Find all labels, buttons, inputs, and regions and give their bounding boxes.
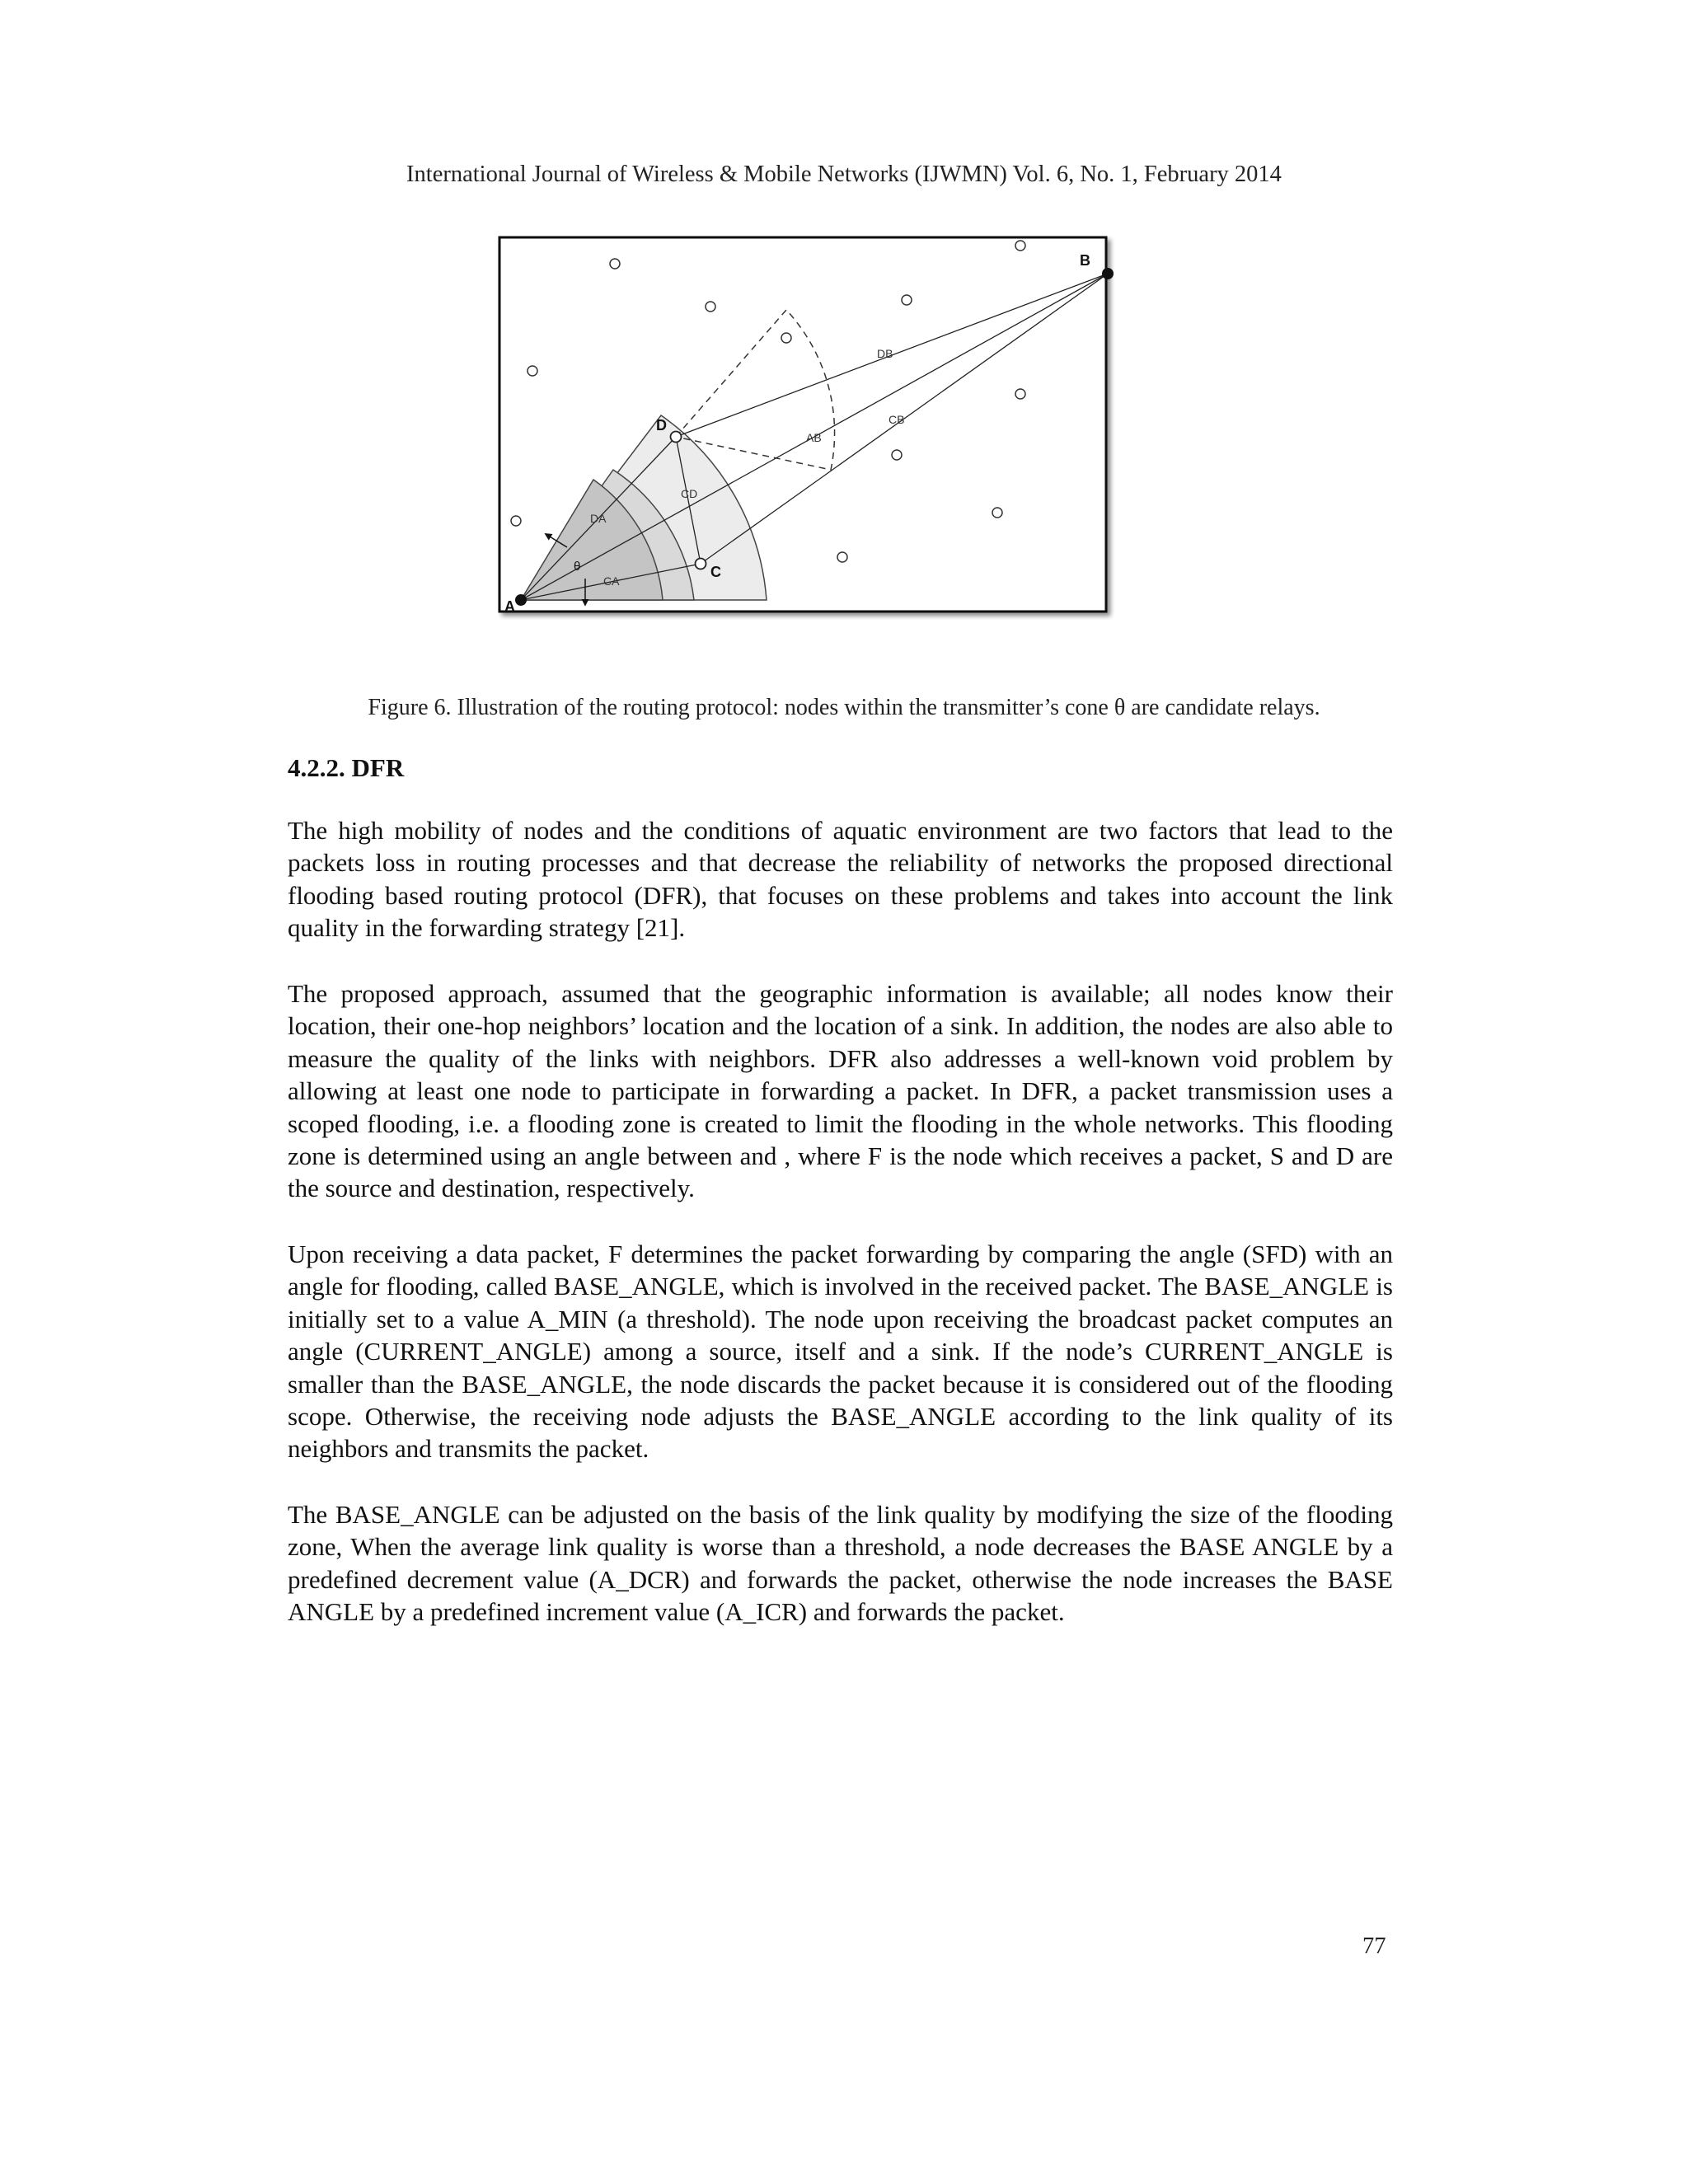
node-b bbox=[1102, 268, 1114, 279]
label-link-cb: CB bbox=[889, 413, 905, 426]
neighbor-node bbox=[902, 295, 912, 305]
label-link-da: DA bbox=[590, 512, 607, 525]
section-title: 4.2.2. DFR bbox=[288, 753, 405, 782]
label-node-b: B bbox=[1080, 252, 1090, 269]
neighbor-node bbox=[837, 552, 847, 562]
figure-caption: Figure 6. Illustration of the routing protocol: nodes within the transmitter’s cone θ are candidate relays. bbox=[368, 695, 1320, 720]
page-number: 77 bbox=[1362, 1933, 1386, 1959]
node-d bbox=[671, 432, 682, 443]
routing-diagram bbox=[498, 236, 1118, 620]
label-node-d: D bbox=[656, 417, 667, 434]
label-link-ca: CA bbox=[603, 574, 620, 588]
paragraph-base-angle: The BASE_ANGLE can be adjusted on the basis of the link quality by modifying the size of the flooding zone, When the average link quality is worse than a threshold, a node decreases the BASE ANGLE by a predefined decrement value (A_DCR) and forwards the packet, otherwise the node increases the BASE ANGLE by a predefined increment value (A_ICR) and forwards the packet. bbox=[288, 1500, 1393, 1627]
paragraph-forwarding: Upon receiving a data packet, F determines the packet forwarding by comparing the angle (SFD) with an angle for flooding, called BASE_ANGLE, which is involved in the received packet. The BASE_ANGLE is initially set to a value A_MIN (a threshold). The node upon receiving the broadcast packet computes an angle (CURRENT_ANGLE) among a source, itself and a sink. If the node’s CURRENT_ANGLE is smaller than the BASE_ANGLE, the node discards the packet because it is considered out of the flooding scope. Otherwise, the receiving node adjusts the BASE_ANGLE according to the link quality of its neighbors and transmits the packet. bbox=[288, 1240, 1393, 1464]
paragraph-intro: The high mobility of nodes and the conditions of aquatic environment are two factors that lead to the packets loss in routing processes and that decrease the reliability of networks the proposed directional flooding based routing protocol (DFR), that focuses on these problems and takes into account the link quality in the forwarding strategy [21]. bbox=[288, 816, 1393, 943]
neighbor-node bbox=[511, 516, 521, 526]
label-node-a: A bbox=[504, 598, 515, 615]
neighbor-node bbox=[992, 508, 1002, 518]
routing-figure bbox=[498, 236, 1118, 620]
node-c bbox=[696, 559, 706, 569]
neighbor-node bbox=[781, 333, 791, 343]
journal-header: International Journal of Wireless & Mobile Networks (IJWMN) Vol. 6, No. 1, February 2014 bbox=[406, 162, 1282, 187]
label-node-c: C bbox=[710, 564, 721, 580]
neighbor-node bbox=[610, 259, 620, 269]
label-link-db: DB bbox=[877, 347, 893, 360]
neighbor-node bbox=[706, 302, 715, 312]
label-link-cd: CD bbox=[681, 487, 698, 500]
node-a bbox=[515, 594, 527, 606]
neighbor-node bbox=[528, 366, 537, 376]
paragraph-approach: The proposed approach, assumed that the geographic information is available; all nodes know their location, their one-hop neighbors’ location and the location of a sink. In addition, the nodes are also able to measure the quality of the links with neighbors. DFR also addresses a well-known void problem by allowing at least one node to participate in forwarding a packet. In DFR, a packet transmission uses a scoped flooding, i.e. a flooding zone is created to limit the flooding in the whole networks. This flooding zone is determined using an angle between and , where F is the node which receives a packet, S and D are the source and destination, respectively. bbox=[288, 979, 1393, 1203]
label-angle-theta: θ bbox=[574, 560, 581, 574]
label-link-ab: AB bbox=[806, 431, 822, 444]
neighbor-node bbox=[1015, 389, 1025, 399]
neighbor-node bbox=[892, 450, 902, 460]
neighbor-node bbox=[1015, 241, 1025, 251]
